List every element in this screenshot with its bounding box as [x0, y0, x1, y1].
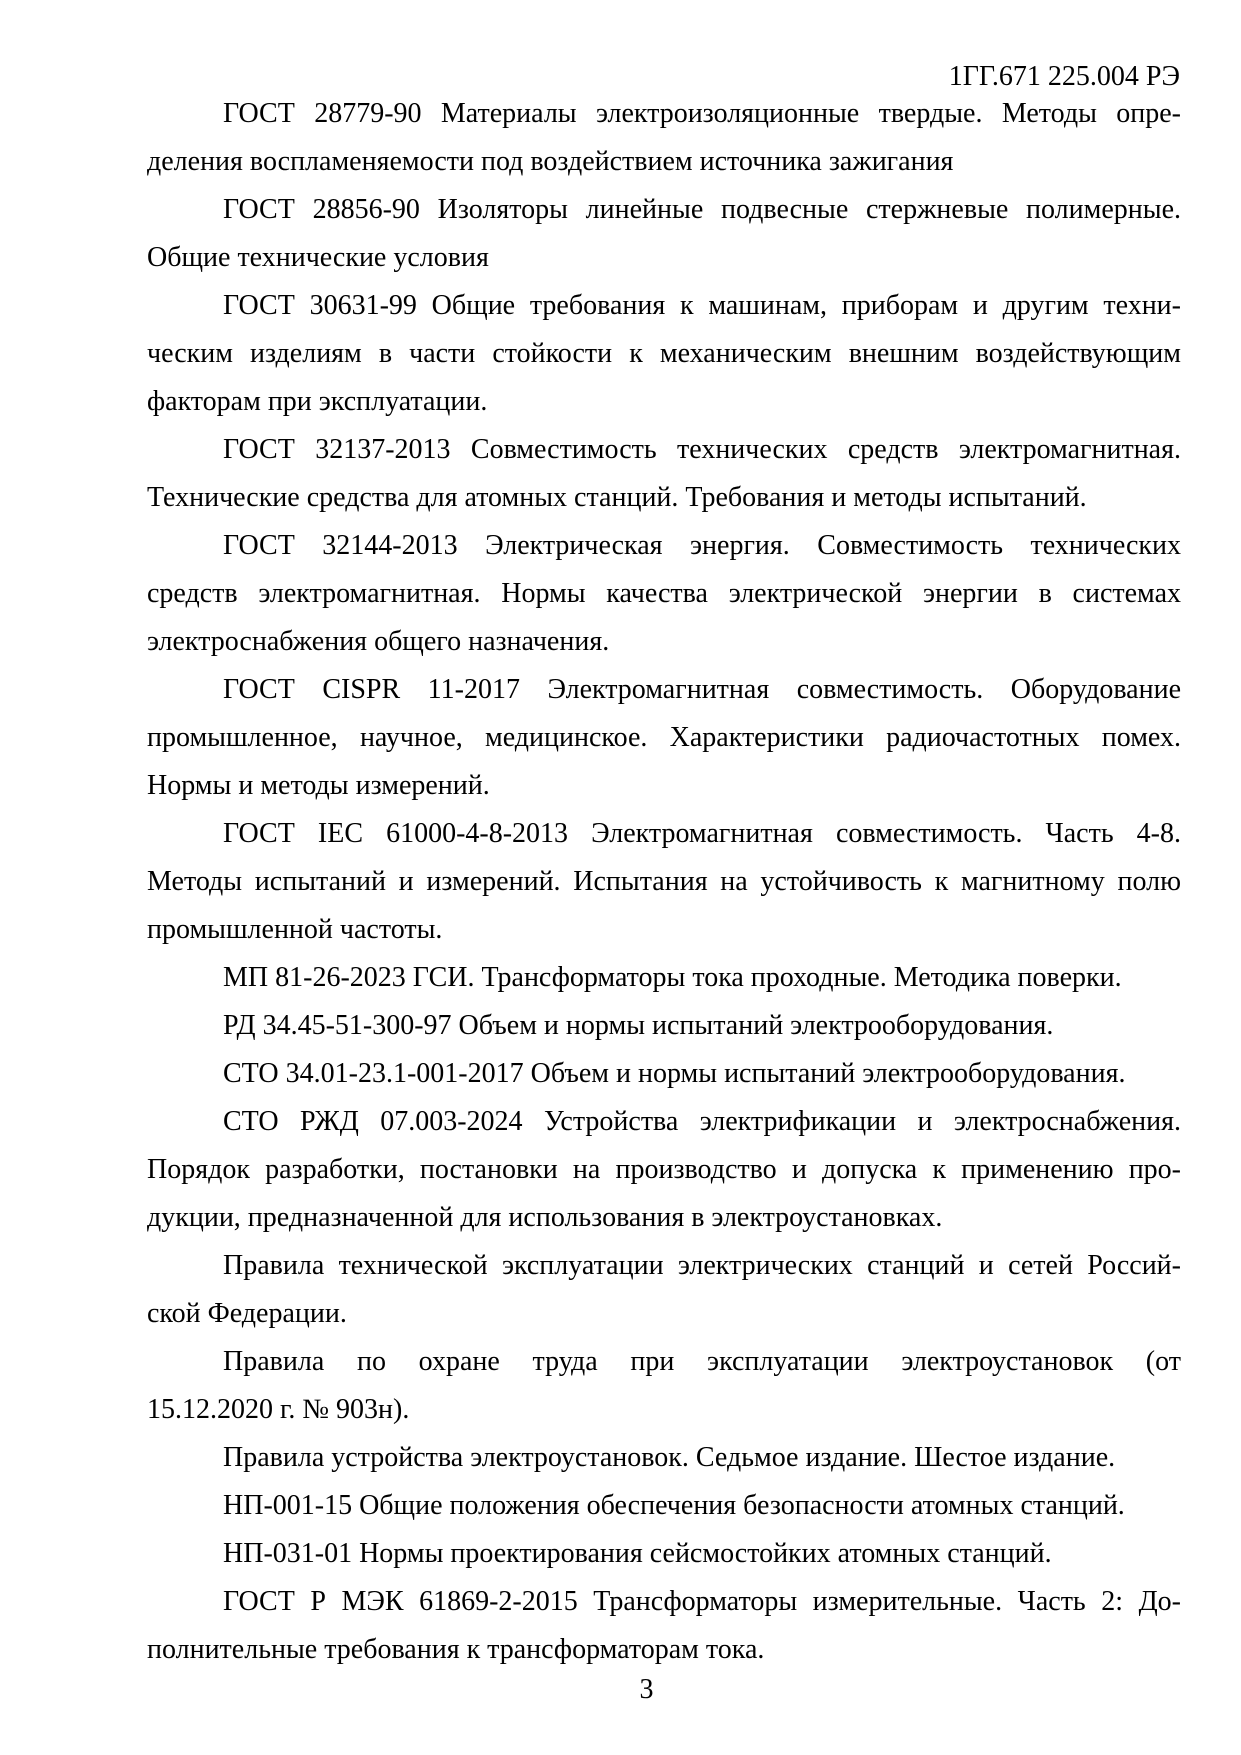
reference-continuation-line: промышленное, научное, медицинское. Характеристики радиочастотных помех.	[147, 722, 1181, 753]
reference-entry-line: Правила по охране труда при эксплуатации электроустановок (от	[223, 1346, 1181, 1377]
reference-entry-line: СТО РЖД 07.003-2024 Устройства электрификации и электроснабжения.	[223, 1106, 1181, 1137]
reference-continuation-line: ской Федерации.	[147, 1298, 347, 1329]
reference-entry-line: НП-031-01 Нормы проектирования сейсмостойких атомных станций.	[223, 1538, 1052, 1569]
page-number: 3	[639, 1674, 654, 1705]
reference-entry-line: Правила устройства электроустановок. Седьмое издание. Шестое издание.	[223, 1442, 1116, 1473]
reference-entry-line: ГОСТ 28856-90 Изоляторы линейные подвесные стержневые полимерные.	[223, 194, 1181, 225]
reference-entry-line: ГОСТ Р МЭК 61869-2-2015 Трансформаторы измерительные. Часть 2: До-	[223, 1586, 1181, 1617]
reference-entry-line: Правила технической эксплуатации электрических станций и сетей Россий-	[223, 1250, 1181, 1281]
reference-continuation-line: Методы испытаний и измерений. Испытания на устойчивость к магнитному полю	[147, 866, 1181, 897]
reference-continuation-line: Технические средства для атомных станций. Требования и методы испытаний.	[147, 482, 1087, 513]
reference-continuation-line: Общие технические условия	[147, 242, 489, 273]
reference-continuation-line: промышленной частоты.	[147, 914, 443, 945]
reference-entry-line: РД 34.45-51-300-97 Объем и нормы испытаний электрооборудования.	[223, 1010, 1054, 1041]
reference-entry-line: ГОСТ 28779-90 Материалы электроизоляционные твердые. Методы опре-	[223, 98, 1181, 129]
reference-entry-line: НП-001-15 Общие положения обеспечения безопасности атомных станций.	[223, 1490, 1125, 1521]
references-list	[147, 98, 1181, 1682]
reference-continuation-line: Порядок разработки, постановки на производство и допуска к применению про-	[147, 1154, 1181, 1185]
reference-continuation-line: средств электромагнитная. Нормы качества электрической энергии в системах	[147, 578, 1181, 609]
reference-entry-line: СТО 34.01-23.1-001-2017 Объем и нормы испытаний электрооборудования.	[223, 1058, 1126, 1089]
reference-continuation-line: дукции, предназначенной для использования в электроустановках.	[147, 1202, 943, 1233]
reference-continuation-line: факторам при эксплуатации.	[147, 386, 488, 417]
reference-entry-line: ГОСТ 30631-99 Общие требования к машинам, приборам и другим техни-	[223, 290, 1181, 321]
reference-continuation-line: 15.12.2020 г. № 903н).	[147, 1394, 410, 1425]
reference-entry-line: ГОСТ IEC 61000-4-8-2013 Электромагнитная совместимость. Часть 4-8.	[223, 818, 1181, 849]
reference-entry-line: МП 81-26-2023 ГСИ. Трансформаторы тока проходные. Методика поверки.	[223, 962, 1122, 993]
reference-continuation-line: полнительные требования к трансформаторам тока.	[147, 1634, 765, 1665]
reference-entry-line: ГОСТ 32137-2013 Совместимость технических средств электромагнитная.	[223, 434, 1181, 465]
document-code-header: 1ГГ.671 225.004 РЭ	[948, 61, 1180, 92]
reference-continuation-line: Нормы и методы измерений.	[147, 770, 490, 801]
reference-entry-line: ГОСТ CISPR 11-2017 Электромагнитная совместимость. Оборудование	[223, 674, 1181, 705]
reference-continuation-line: ческим изделиям в части стойкости к механическим внешним воздействующим	[147, 338, 1181, 369]
reference-continuation-line: деления воспламеняемости под воздействием источника зажигания	[147, 146, 954, 177]
reference-continuation-line: электроснабжения общего назначения.	[147, 626, 610, 657]
reference-entry-line: ГОСТ 32144-2013 Электрическая энергия. Совместимость технических	[223, 530, 1181, 561]
